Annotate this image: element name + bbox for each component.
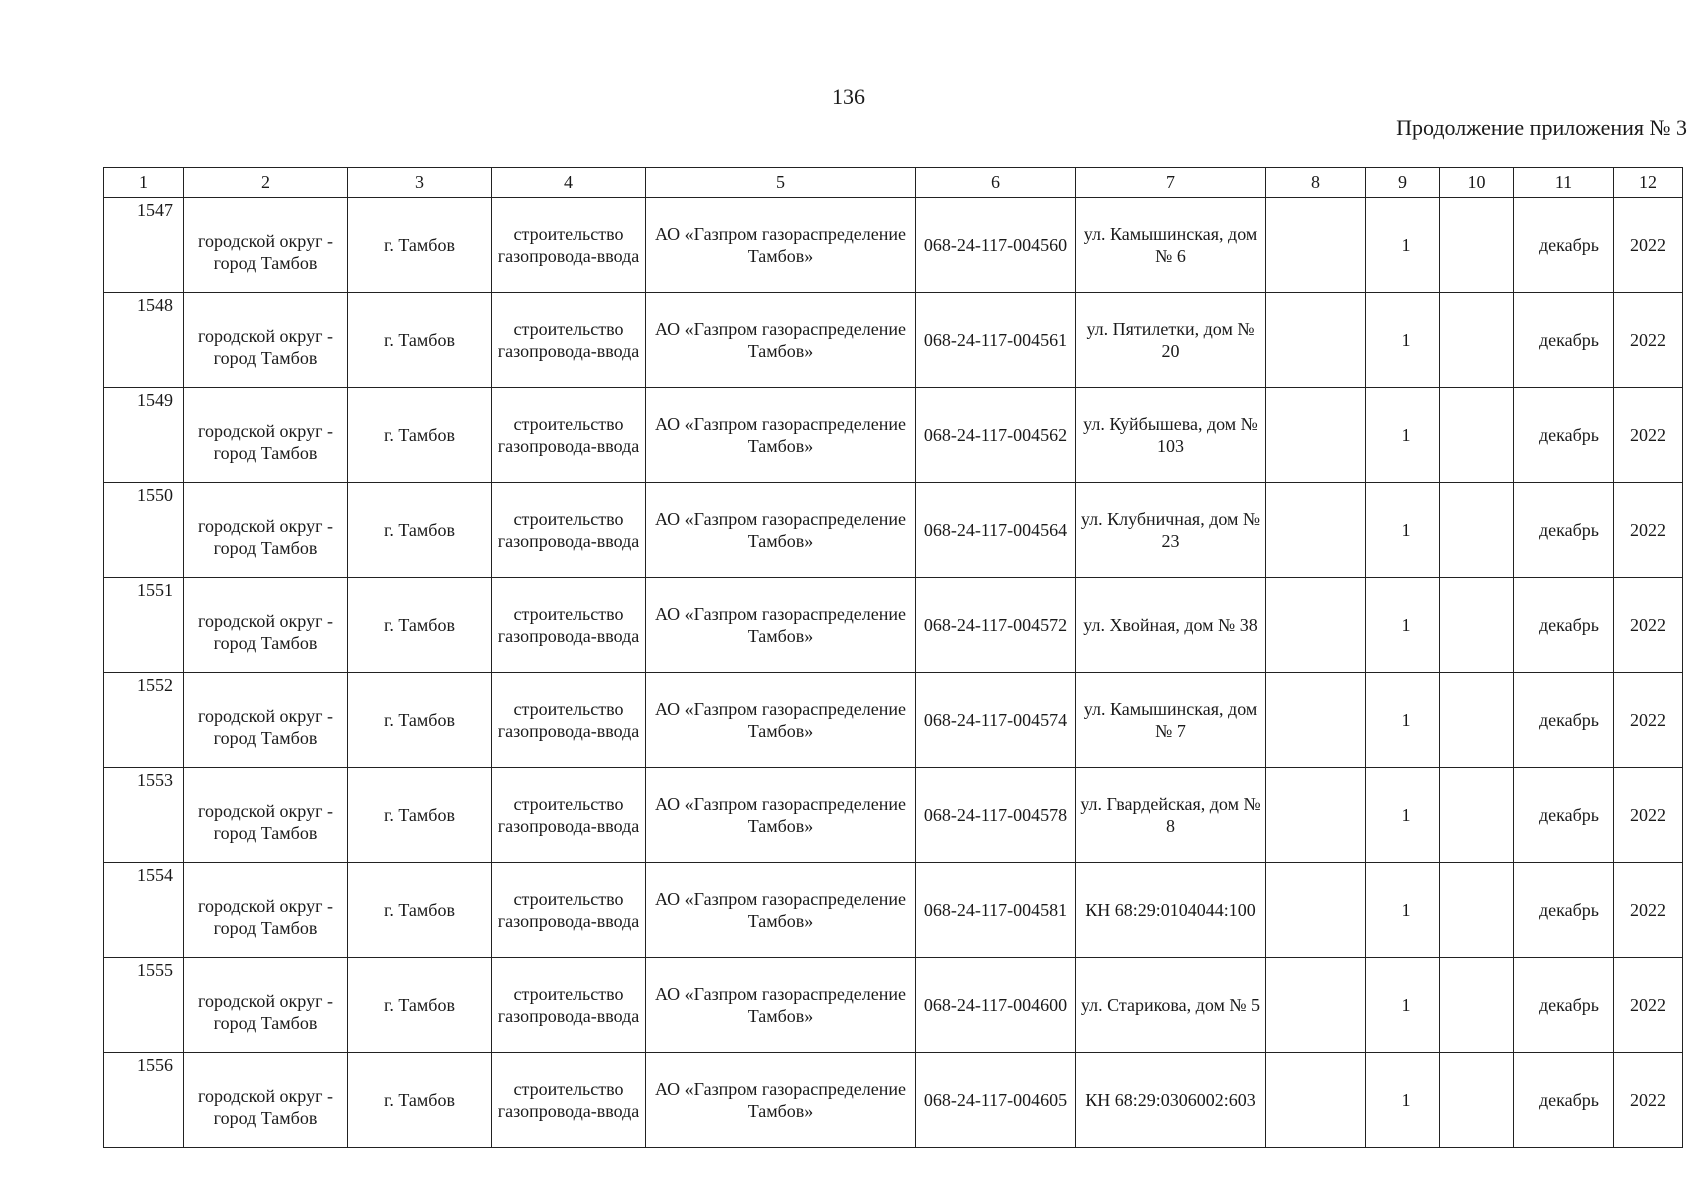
table-row bbox=[104, 863, 1683, 958]
column-header-10: 10 bbox=[1440, 168, 1514, 198]
row-number: 1553 bbox=[104, 768, 184, 863]
object-code-cell: 068-24-117-004562 bbox=[916, 388, 1076, 483]
column-8-cell bbox=[1266, 578, 1366, 673]
year-cell: 2022 bbox=[1614, 768, 1683, 863]
column-10-cell bbox=[1440, 673, 1514, 768]
column-10-cell bbox=[1440, 483, 1514, 578]
organization-cell: АО «Газпром газораспределение Тамбов» bbox=[646, 388, 916, 483]
row-number: 1547 bbox=[104, 198, 184, 293]
district-cell: городской округ - город Тамбов bbox=[184, 578, 348, 673]
address-cell: ул. Хвойная, дом № 38 bbox=[1076, 578, 1266, 673]
object-code-cell: 068-24-117-004574 bbox=[916, 673, 1076, 768]
month-cell: декабрь bbox=[1514, 958, 1614, 1053]
organization-cell: АО «Газпром газораспределение Тамбов» bbox=[646, 863, 916, 958]
row-number: 1548 bbox=[104, 293, 184, 388]
column-10-cell bbox=[1440, 958, 1514, 1053]
quantity-cell: 1 bbox=[1366, 863, 1440, 958]
year-cell: 2022 bbox=[1614, 293, 1683, 388]
organization-cell: АО «Газпром газораспределение Тамбов» bbox=[646, 1053, 916, 1148]
address-cell: ул. Клубничная, дом № 23 bbox=[1076, 483, 1266, 578]
column-8-cell bbox=[1266, 293, 1366, 388]
column-10-cell bbox=[1440, 388, 1514, 483]
year-cell: 2022 bbox=[1614, 198, 1683, 293]
month-cell: декабрь bbox=[1514, 198, 1614, 293]
city-cell: г. Тамбов bbox=[348, 483, 492, 578]
column-header-8: 8 bbox=[1266, 168, 1366, 198]
column-8-cell bbox=[1266, 198, 1366, 293]
address-cell: КН 68:29:0104044:100 bbox=[1076, 863, 1266, 958]
column-10-cell bbox=[1440, 768, 1514, 863]
district-cell: городской округ - город Тамбов bbox=[184, 673, 348, 768]
district-cell: городской округ - город Тамбов bbox=[184, 198, 348, 293]
month-cell: декабрь bbox=[1514, 388, 1614, 483]
object-code-cell: 068-24-117-004564 bbox=[916, 483, 1076, 578]
column-10-cell bbox=[1440, 293, 1514, 388]
city-cell: г. Тамбов bbox=[348, 293, 492, 388]
column-10-cell bbox=[1440, 198, 1514, 293]
year-cell: 2022 bbox=[1614, 958, 1683, 1053]
table-row bbox=[104, 673, 1683, 768]
city-cell: г. Тамбов bbox=[348, 578, 492, 673]
column-header-7: 7 bbox=[1076, 168, 1266, 198]
organization-cell: АО «Газпром газораспределение Тамбов» bbox=[646, 578, 916, 673]
continuation-title: Продолжение приложения № 3 bbox=[1396, 115, 1687, 140]
column-header-11: 11 bbox=[1514, 168, 1614, 198]
row-number: 1550 bbox=[104, 483, 184, 578]
month-cell: декабрь bbox=[1514, 1053, 1614, 1148]
row-number: 1551 bbox=[104, 578, 184, 673]
column-header-12: 12 bbox=[1614, 168, 1683, 198]
work-type-cell: строительство газопровода-ввода bbox=[492, 198, 646, 293]
work-type-cell: строительство газопровода-ввода bbox=[492, 388, 646, 483]
address-cell: КН 68:29:0306002:603 bbox=[1076, 1053, 1266, 1148]
quantity-cell: 1 bbox=[1366, 198, 1440, 293]
appendix-table bbox=[103, 167, 1683, 1148]
month-cell: декабрь bbox=[1514, 578, 1614, 673]
object-code-cell: 068-24-117-004560 bbox=[916, 198, 1076, 293]
city-cell: г. Тамбов bbox=[348, 863, 492, 958]
table-row bbox=[104, 768, 1683, 863]
table-body bbox=[104, 198, 1683, 1148]
column-header-4: 4 bbox=[492, 168, 646, 198]
column-header-9: 9 bbox=[1366, 168, 1440, 198]
column-header-1: 1 bbox=[104, 168, 184, 198]
work-type-cell: строительство газопровода-ввода bbox=[492, 768, 646, 863]
work-type-cell: строительство газопровода-ввода bbox=[492, 293, 646, 388]
quantity-cell: 1 bbox=[1366, 958, 1440, 1053]
column-10-cell bbox=[1440, 578, 1514, 673]
row-number: 1556 bbox=[104, 1053, 184, 1148]
page-number: 136 bbox=[832, 84, 865, 109]
year-cell: 2022 bbox=[1614, 673, 1683, 768]
year-cell: 2022 bbox=[1614, 863, 1683, 958]
organization-cell: АО «Газпром газораспределение Тамбов» bbox=[646, 768, 916, 863]
work-type-cell: строительство газопровода-ввода bbox=[492, 578, 646, 673]
table-row bbox=[104, 293, 1683, 388]
quantity-cell: 1 bbox=[1366, 483, 1440, 578]
table-row bbox=[104, 578, 1683, 673]
district-cell: городской округ - город Тамбов bbox=[184, 1053, 348, 1148]
object-code-cell: 068-24-117-004578 bbox=[916, 768, 1076, 863]
object-code-cell: 068-24-117-004561 bbox=[916, 293, 1076, 388]
table-row bbox=[104, 198, 1683, 293]
month-cell: декабрь bbox=[1514, 673, 1614, 768]
quantity-cell: 1 bbox=[1366, 293, 1440, 388]
work-type-cell: строительство газопровода-ввода bbox=[492, 1053, 646, 1148]
table-row bbox=[104, 958, 1683, 1053]
city-cell: г. Тамбов bbox=[348, 198, 492, 293]
city-cell: г. Тамбов bbox=[348, 673, 492, 768]
quantity-cell: 1 bbox=[1366, 673, 1440, 768]
month-cell: декабрь bbox=[1514, 863, 1614, 958]
address-cell: ул. Камышинская, дом № 7 bbox=[1076, 673, 1266, 768]
district-cell: городской округ - город Тамбов bbox=[184, 388, 348, 483]
organization-cell: АО «Газпром газораспределение Тамбов» bbox=[646, 483, 916, 578]
object-code-cell: 068-24-117-004572 bbox=[916, 578, 1076, 673]
column-header-2: 2 bbox=[184, 168, 348, 198]
year-cell: 2022 bbox=[1614, 578, 1683, 673]
column-header-3: 3 bbox=[348, 168, 492, 198]
organization-cell: АО «Газпром газораспределение Тамбов» bbox=[646, 293, 916, 388]
year-cell: 2022 bbox=[1614, 1053, 1683, 1148]
address-cell: ул. Куйбышева, дом № 103 bbox=[1076, 388, 1266, 483]
organization-cell: АО «Газпром газораспределение Тамбов» bbox=[646, 958, 916, 1053]
column-10-cell bbox=[1440, 1053, 1514, 1148]
quantity-cell: 1 bbox=[1366, 578, 1440, 673]
city-cell: г. Тамбов bbox=[348, 768, 492, 863]
column-header-6: 6 bbox=[916, 168, 1076, 198]
quantity-cell: 1 bbox=[1366, 1053, 1440, 1148]
row-number: 1552 bbox=[104, 673, 184, 768]
district-cell: городской округ - город Тамбов bbox=[184, 293, 348, 388]
city-cell: г. Тамбов bbox=[348, 958, 492, 1053]
row-number: 1549 bbox=[104, 388, 184, 483]
table-row bbox=[104, 388, 1683, 483]
organization-cell: АО «Газпром газораспределение Тамбов» bbox=[646, 198, 916, 293]
district-cell: городской округ - город Тамбов bbox=[184, 483, 348, 578]
district-cell: городской округ - город Тамбов bbox=[184, 958, 348, 1053]
table-row bbox=[104, 1053, 1683, 1148]
table-row bbox=[104, 483, 1683, 578]
year-cell: 2022 bbox=[1614, 483, 1683, 578]
month-cell: декабрь bbox=[1514, 483, 1614, 578]
row-number: 1555 bbox=[104, 958, 184, 1053]
address-cell: ул. Гвардейская, дом № 8 bbox=[1076, 768, 1266, 863]
work-type-cell: строительство газопровода-ввода bbox=[492, 863, 646, 958]
address-cell: ул. Пятилетки, дом № 20 bbox=[1076, 293, 1266, 388]
header-row bbox=[104, 168, 1683, 198]
month-cell: декабрь bbox=[1514, 293, 1614, 388]
city-cell: г. Тамбов bbox=[348, 1053, 492, 1148]
address-cell: ул. Камышинская, дом № 6 bbox=[1076, 198, 1266, 293]
quantity-cell: 1 bbox=[1366, 768, 1440, 863]
district-cell: городской округ - город Тамбов bbox=[184, 863, 348, 958]
object-code-cell: 068-24-117-004581 bbox=[916, 863, 1076, 958]
object-code-cell: 068-24-117-004605 bbox=[916, 1053, 1076, 1148]
column-10-cell bbox=[1440, 863, 1514, 958]
year-cell: 2022 bbox=[1614, 388, 1683, 483]
column-8-cell bbox=[1266, 768, 1366, 863]
quantity-cell: 1 bbox=[1366, 388, 1440, 483]
month-cell: декабрь bbox=[1514, 768, 1614, 863]
column-8-cell bbox=[1266, 483, 1366, 578]
city-cell: г. Тамбов bbox=[348, 388, 492, 483]
work-type-cell: строительство газопровода-ввода bbox=[492, 483, 646, 578]
column-8-cell bbox=[1266, 958, 1366, 1053]
work-type-cell: строительство газопровода-ввода bbox=[492, 673, 646, 768]
district-cell: городской округ - город Тамбов bbox=[184, 768, 348, 863]
row-number: 1554 bbox=[104, 863, 184, 958]
column-8-cell bbox=[1266, 673, 1366, 768]
column-header-5: 5 bbox=[646, 168, 916, 198]
column-8-cell bbox=[1266, 863, 1366, 958]
organization-cell: АО «Газпром газораспределение Тамбов» bbox=[646, 673, 916, 768]
address-cell: ул. Старикова, дом № 5 bbox=[1076, 958, 1266, 1053]
column-8-cell bbox=[1266, 388, 1366, 483]
work-type-cell: строительство газопровода-ввода bbox=[492, 958, 646, 1053]
object-code-cell: 068-24-117-004600 bbox=[916, 958, 1076, 1053]
column-8-cell bbox=[1266, 1053, 1366, 1148]
